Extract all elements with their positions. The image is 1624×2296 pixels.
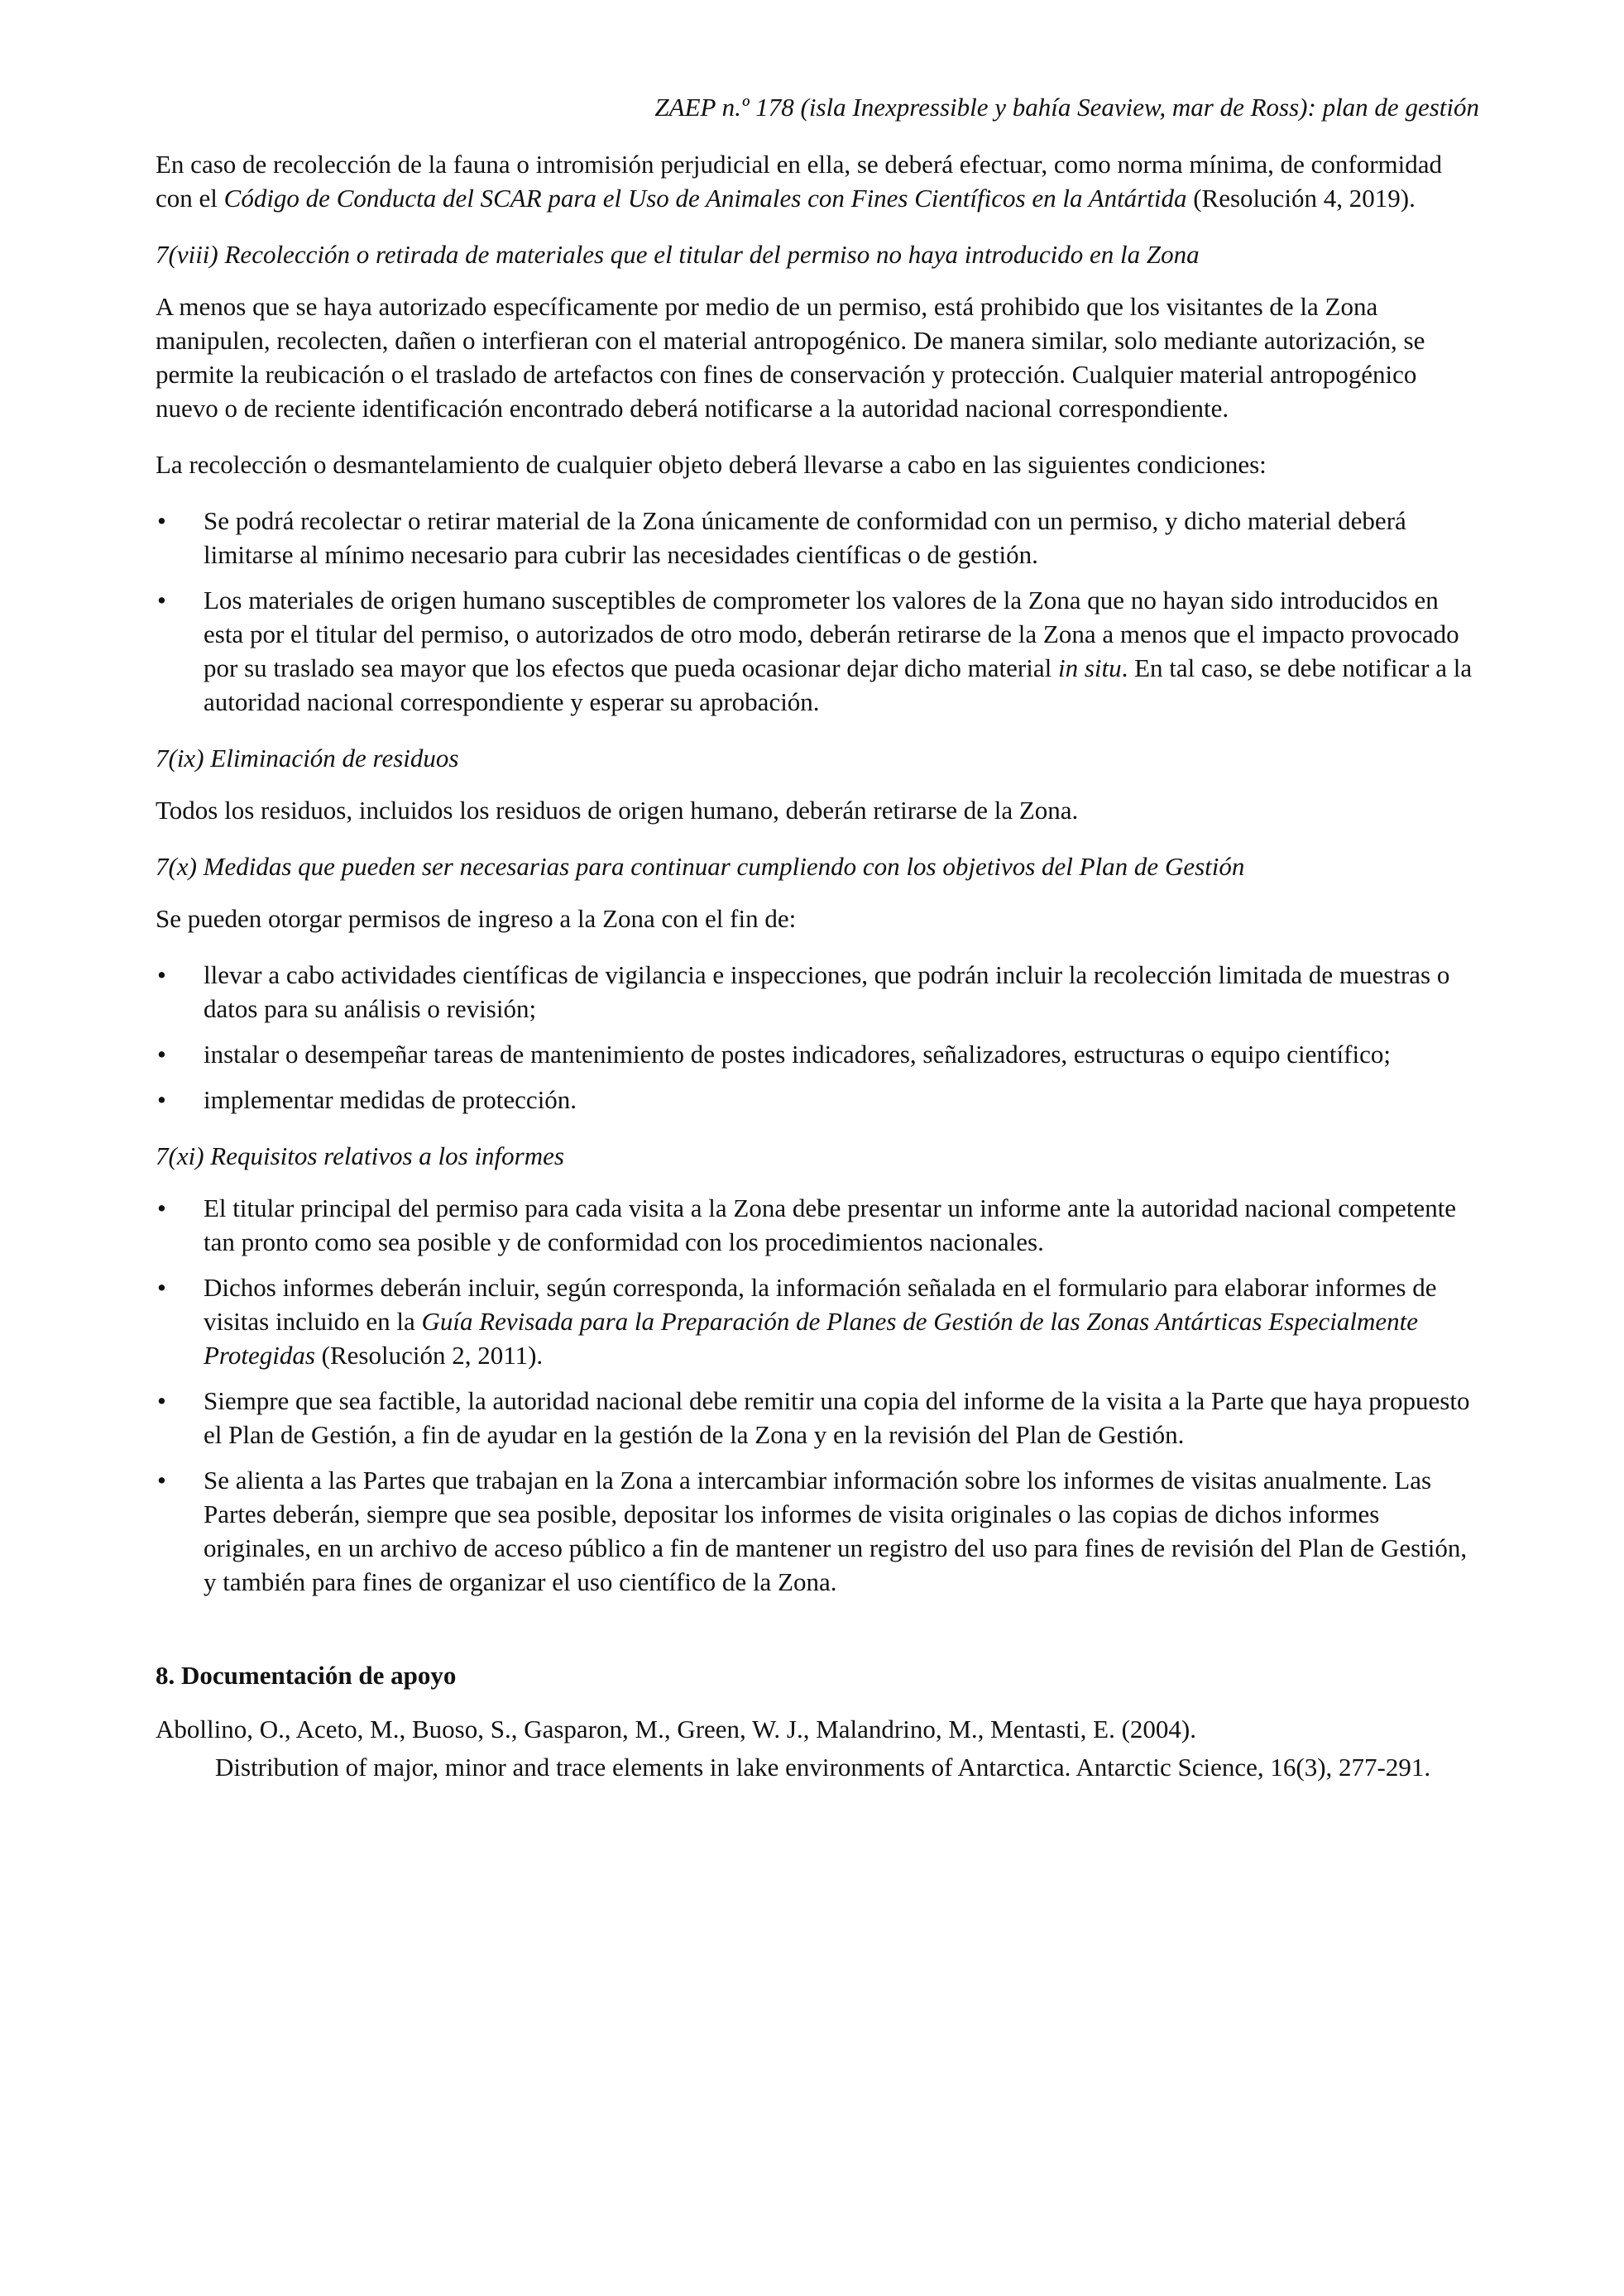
- list-item: • llevar a cabo actividades científicas de vigilancia e inspecciones, que podrán incluir la recolección limitada de muestras o datos para su análisis o revisión;: [156, 958, 1479, 1026]
- text-run: (Resolución 4, 2019).: [1186, 184, 1416, 213]
- subheading-7viii: 7(viii) Recolección o retirada de materiales que el titular del permiso no haya introducido en la Zona: [156, 240, 1200, 269]
- paragraph-fauna-collection: [156, 147, 1479, 215]
- document-page: [156, 91, 1479, 1787]
- italic-reference-title: Guía Revisada para la Preparación de Planes de Gestión de las Zonas Antárticas Especialmente Protegidas: [204, 1307, 1419, 1370]
- list-item: [156, 1270, 1479, 1372]
- subheading-7xi: 7(xi) Requisitos relativos a los informes: [156, 1141, 564, 1170]
- subheading-7ix: 7(ix) Eliminación de residuos: [156, 744, 459, 773]
- paragraph-anthropogenic-material: A menos que se haya autorizado específicamente por medio de un permiso, está prohibido que los visitantes de la Zona manipulen, recolecten, dañen o interfieran con el material antropogénico. De manera similar, solo mediante autorización, se permite la reubicación o el traslado de artefactos con fines de conservación y protección. Cualquier material antropogénico nuevo o de reciente identificación encontrado deberá notificarse a la autoridad nacional correspondiente.: [156, 292, 1425, 423]
- text-run: Los materiales de origen humano susceptibles de comprometer los valores de la Zona que no hayan sido introducidos en esta por el titular del permiso, o autorizados de otro modo, deberán retirarse de la Zona a menos que el impacto provocado por su traslado sea mayor que los efectos que pueda ocasionar dejar dicho material: [204, 586, 1459, 682]
- italic-reference-title: Código de Conducta del SCAR para el Uso de Animales con Fines Científicos en la Antártida: [223, 184, 1187, 213]
- list-item: • El titular principal del permiso para cada visita a la Zona debe presentar un informe ante la autoridad nacional competente tan pronto como sea posible y de conformidad con los procedimientos nacionales.: [156, 1191, 1479, 1259]
- italic-term: in situ: [1057, 653, 1122, 682]
- reference-authors: Abollino, O., Aceto, M., Buoso, S., Gasparon, M., Green, W. J., Malandrino, M., Mentasti, E. (2004).: [156, 1715, 1196, 1744]
- list-item: • Siempre que sea factible, la autoridad nacional debe remitir una copia del informe de la visita a la Parte que haya propuesto el Plan de Gestión, a fin de ayudar en la gestión de la Zona y en la revisión del Plan de Gestión.: [156, 1384, 1479, 1452]
- text-run: . En tal caso, se debe notificar a la autoridad nacional correspondiente y esperar su aprobación.: [204, 653, 1473, 716]
- reference-entry: [156, 1710, 1479, 1787]
- section-heading-8: 8. Documentación de apoyo: [156, 1661, 457, 1690]
- paragraph-permits: Se pueden otorgar permisos de ingreso a la Zona con el fin de:: [156, 904, 797, 933]
- reference-title-source: Distribution of major, minor and trace elements in lake environments of Antarctica. Antarctic Science, 16(3), 277-291.: [215, 1753, 1431, 1782]
- bullet-list-7viii: [156, 504, 1479, 719]
- text-run: Dichos informes deberán incluir, según corresponda, la información señalada en el formulario para elaborar informes de visitas incluido en la: [204, 1273, 1437, 1336]
- paragraph-collection-conditions: La recolección o desmantelamiento de cualquier objeto deberá llevarse a cabo en las siguientes condiciones:: [156, 450, 1267, 479]
- paragraph-waste-removal: Todos los residuos, incluidos los residuos de origen humano, deberán retirarse de la Zona.: [156, 796, 1079, 825]
- list-item: • Se alienta a las Partes que trabajan en la Zona a intercambiar información sobre los informes de visitas anualmente. Las Partes deberán, siempre que sea posible, depositar los informes de visita originales o las copias de dichos informes originales, en un archivo de acceso público a fin de mantener un registro del uso para fines de revisión del Plan de Gestión, y también para fines de organizar el uso científico de la Zona.: [156, 1463, 1479, 1599]
- bullet-list-7x: [156, 958, 1479, 1117]
- list-item: • Se podrá recolectar o retirar material de la Zona únicamente de conformidad con un permiso, y dicho material deberá limitarse al mínimo necesario para cubrir las necesidades científicas o de gestión.: [156, 504, 1479, 572]
- text-run: (Resolución 2, 2011).: [314, 1341, 544, 1370]
- subheading-7x: 7(x) Medidas que pueden ser necesarias para continuar cumpliendo con los objetivos del Plan de Gestión: [156, 852, 1245, 881]
- list-item: • instalar o desempeñar tareas de mantenimiento de postes indicadores, señalizadores, estructuras o equipo científico;: [156, 1037, 1479, 1071]
- text-run: En caso de recolección de la fauna o intromisión perjudicial en ella, se deberá efectuar, como norma mínima, de conformidad con el: [156, 150, 1443, 213]
- list-item: [156, 583, 1479, 719]
- list-item: • implementar medidas de protección.: [156, 1083, 1479, 1117]
- running-header: ZAEP n.º 178 (isla Inexpressible y bahía Seaview, mar de Ross): plan de gestión: [654, 93, 1479, 122]
- bullet-list-7xi: [156, 1191, 1479, 1599]
